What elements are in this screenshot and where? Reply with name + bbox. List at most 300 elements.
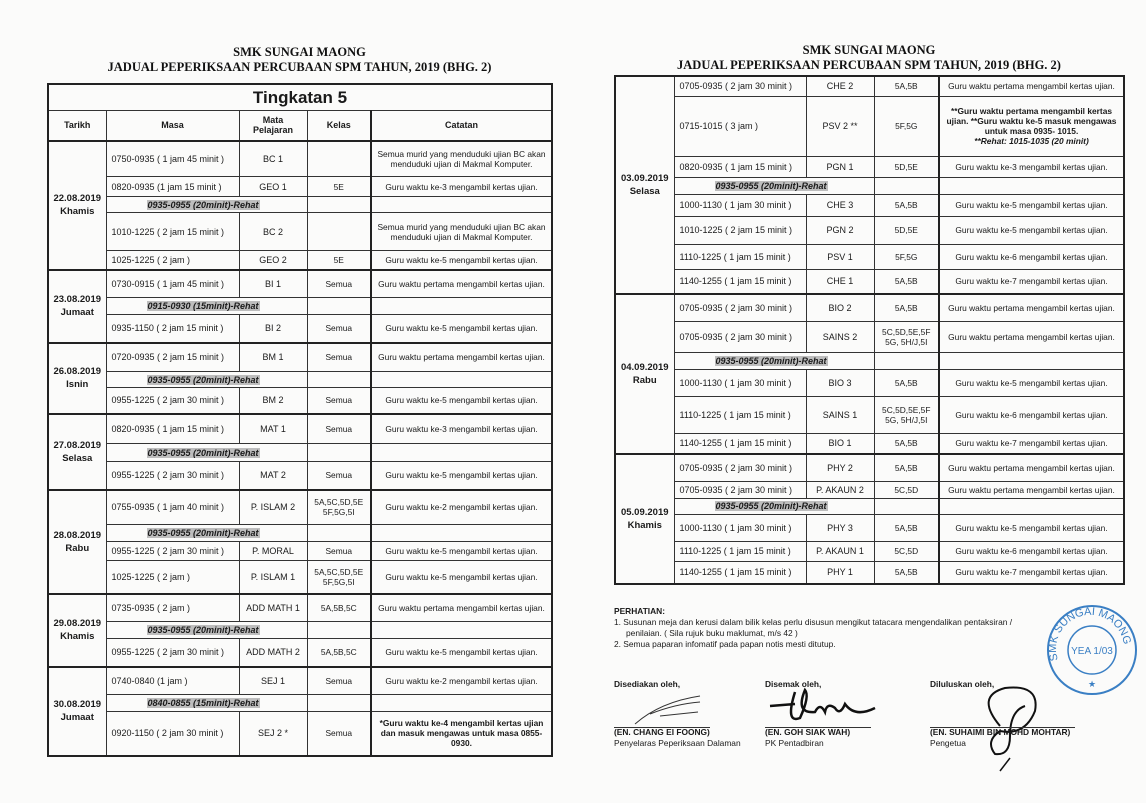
break-row — [48, 444, 552, 462]
stamp-code: YEA 1/03 — [1071, 646, 1113, 657]
class-cell: 5C,5D,5E,5F 5G, 5H/J,5I — [874, 321, 939, 352]
notes-text: Guru waktu ke-5 mengambil kertas ujian. — [385, 546, 538, 556]
exam-date: 28.08.2019 — [53, 529, 102, 541]
time-cell: 0705-0935 ( 2 jam 30 minit ) — [674, 454, 806, 481]
signatory-role: Pengetua — [930, 738, 966, 748]
notes-text: Guru waktu ke-5 mengambil kertas ujian. — [385, 254, 538, 265]
exam-date: 26.08.2019 — [53, 366, 102, 377]
subject-cell: P. ISLAM 2 — [239, 490, 307, 525]
notes-cell — [939, 194, 1124, 216]
notes-cell — [939, 156, 1124, 177]
class-cell: 5A,5B,5C — [307, 639, 371, 667]
class-cell: 5C,5D — [874, 541, 939, 561]
class-cell: 5A,5C,5D,5E 5F,5G,5I — [307, 561, 371, 594]
notes-text: Guru waktu ke-5 mengambil kertas ujian. — [955, 200, 1108, 210]
subject-cell: SEJ 1 — [239, 667, 307, 695]
left-page-header — [47, 45, 552, 75]
notes-cell — [939, 541, 1124, 561]
exam-row — [615, 156, 1124, 177]
time-cell: 1140-1255 ( 1 jam 15 minit ) — [674, 561, 806, 584]
class-cell: 5A,5B — [874, 454, 939, 481]
break-row — [48, 372, 552, 388]
notes-text: Guru waktu ke-5 mengambil kertas ujian. — [955, 377, 1108, 388]
empty-class-cell — [874, 352, 939, 369]
time-cell: 0935-1150 ( 2 jam 15 minit ) — [106, 315, 239, 343]
notes-cell — [939, 514, 1124, 541]
notes-text: Guru waktu pertama mengambil kertas ujian. — [378, 352, 545, 363]
exam-row — [48, 667, 552, 695]
class-cell: Semua — [307, 270, 371, 298]
notes-cell — [371, 177, 552, 197]
break-cell — [106, 695, 307, 712]
notes-text: Guru waktu pertama mengambil kertas ujian. — [948, 462, 1115, 473]
notes-cell — [371, 213, 552, 251]
subject-cell: CHE 3 — [806, 194, 874, 216]
empty-class-cell — [307, 298, 371, 315]
exam-row — [48, 561, 552, 594]
signatory-name: (EN. GOH SIAK WAH) — [765, 727, 851, 737]
break-cell — [106, 372, 307, 388]
subject-cell: BM 1 — [239, 343, 307, 372]
date-cell — [615, 454, 674, 584]
time-cell: 0955-1225 ( 2 jam 30 minit ) — [106, 639, 239, 667]
break-cell — [674, 498, 874, 514]
notes-cell — [371, 490, 552, 525]
date-cell — [48, 594, 106, 667]
col-header-class: Kelas — [307, 111, 371, 141]
time-cell: 1140-1255 ( 1 jam 15 minit ) — [674, 269, 806, 294]
exam-row — [615, 244, 1124, 269]
notes-text: Guru waktu ke-5 mengambil kertas ujian. — [385, 647, 538, 658]
exam-day: Jumaat — [60, 712, 94, 723]
notes-text: Guru waktu ke-5 mengambil kertas ujian. — [385, 395, 538, 406]
break-time: 0915-0930 (15minit)-Rehat — [147, 301, 259, 311]
time-cell: 0715-1015 ( 3 jam ) — [674, 96, 806, 156]
notes-text: Semua murid yang menduduki ujian BC akan menduduki ujian di Makmal Komputer. — [377, 148, 546, 169]
exam-row — [615, 294, 1124, 321]
schedule-title: JADUAL PEPERIKSAAN PERCUBAAN SPM TAHUN, 2019 (BHG. 2) — [677, 58, 1061, 72]
date-cell — [615, 294, 674, 454]
time-cell: 0705-0935 ( 2 jam 30 minit ) — [674, 294, 806, 321]
notes-cell — [939, 433, 1124, 454]
exam-row — [48, 213, 552, 251]
break-time: 0935-0955 (20minit)-Rehat — [147, 447, 259, 458]
notes-text: Guru waktu ke-2 mengambil kertas ujian. — [385, 675, 538, 686]
break-row — [615, 352, 1124, 369]
notes-cell — [939, 76, 1124, 96]
break-row — [615, 498, 1124, 514]
notes-cell — [939, 244, 1124, 269]
time-cell: 1110-1225 ( 1 jam 15 minit ) — [674, 396, 806, 433]
school-name: SMK SUNGAI MAONG — [802, 43, 936, 57]
empty-notes-cell — [939, 177, 1124, 194]
break-row — [615, 177, 1124, 194]
exam-schedule-table-right — [614, 75, 1125, 585]
class-cell: 5A,5B,5C — [307, 594, 371, 622]
class-cell: 5A,5B — [874, 194, 939, 216]
break-time: 0935-0955 (20minit)-Rehat — [715, 355, 827, 366]
exam-row — [48, 712, 552, 756]
class-cell — [307, 213, 371, 251]
time-cell: 1025-1225 ( 2 jam ) — [106, 251, 239, 270]
empty-notes-cell — [371, 197, 552, 213]
notes-cell — [939, 561, 1124, 584]
subject-cell: BC 1 — [239, 141, 307, 177]
notes-section — [614, 606, 1012, 650]
empty-notes-cell — [371, 622, 552, 639]
empty-notes-cell — [371, 298, 552, 315]
empty-class-cell — [874, 177, 939, 194]
subject-cell: PHY 3 — [806, 514, 874, 541]
class-cell: Semua — [307, 315, 371, 343]
subject-cell: CHE 2 — [806, 76, 874, 96]
class-cell: 5F,5G — [874, 96, 939, 156]
empty-class-cell — [874, 498, 939, 514]
notes-cell — [371, 251, 552, 270]
notes-text: Guru waktu ke-2 mengambil kertas ujian. — [385, 502, 538, 513]
exam-row — [48, 270, 552, 298]
notes-text: Guru waktu ke-5 mengambil kertas ujian. — [955, 225, 1108, 235]
exam-date: 05.09.2019 — [620, 507, 669, 518]
notes-text: Guru waktu ke-6 mengambil kertas ujian. — [955, 251, 1108, 262]
notes-cell — [939, 216, 1124, 244]
empty-notes-cell — [939, 352, 1124, 369]
notes-text: Guru waktu ke-3 mengambil kertas ujian. — [385, 423, 538, 434]
exam-day: Selasa — [62, 452, 93, 464]
break-row — [48, 197, 552, 213]
notes-text-extra: **Rehat: 1015-1035 (20 minit) — [974, 136, 1089, 146]
exam-date: 23.08.2019 — [53, 294, 102, 305]
notes-cell — [371, 667, 552, 695]
class-cell — [307, 141, 371, 177]
right-page-header — [614, 43, 1124, 73]
time-cell: 0705-0935 ( 2 jam 30 minit ) — [674, 481, 806, 498]
break-row — [48, 622, 552, 639]
date-cell — [48, 667, 106, 756]
notes-text: Guru waktu ke-7 mengambil kertas ujian. — [955, 438, 1108, 449]
notes-cell — [371, 542, 552, 561]
class-cell: Semua — [307, 712, 371, 756]
break-cell — [106, 444, 307, 462]
time-cell: 0720-0935 ( 2 jam 15 minit ) — [106, 343, 239, 372]
time-cell: 0955-1225 ( 2 jam 30 minit ) — [106, 388, 239, 414]
date-cell — [48, 343, 106, 414]
time-cell: 1010-1225 ( 2 jam 15 minit ) — [674, 216, 806, 244]
col-header-subject: Mata Pelajaran — [239, 111, 307, 141]
class-cell: 5A,5B — [874, 433, 939, 454]
exam-row — [615, 321, 1124, 352]
notes-cell — [371, 343, 552, 372]
exam-row — [615, 396, 1124, 433]
notes-text: Guru waktu pertama mengambil kertas ujian. — [948, 331, 1115, 342]
notes-text: Guru waktu ke-3 mengambil kertas ujian. — [955, 161, 1108, 172]
time-cell: 1000-1130 ( 1 jam 30 minit ) — [674, 194, 806, 216]
time-cell: 1000-1130 ( 1 jam 30 minit ) — [674, 369, 806, 396]
class-cell: Semua — [307, 414, 371, 444]
empty-class-cell — [307, 695, 371, 712]
signature-label-approved: Diluluskan oleh, — [930, 679, 995, 689]
signatory-role: Penyelaras Peperiksaan Dalaman — [614, 738, 741, 748]
notes-cell — [371, 315, 552, 343]
exam-row — [615, 96, 1124, 156]
empty-class-cell — [307, 197, 371, 213]
time-cell: 0820-0935 ( 1 jam 15 minit ) — [674, 156, 806, 177]
exam-day: Jumaat — [60, 307, 94, 318]
notes-text: Guru waktu pertama mengambil kertas ujian. — [378, 602, 545, 613]
subject-cell: PHY 1 — [806, 561, 874, 584]
signatory-approved — [930, 727, 1070, 749]
break-time: 0935-0955 (20minit)-Rehat — [147, 528, 259, 538]
exam-row — [615, 269, 1124, 294]
exam-day: Rabu — [65, 542, 90, 554]
break-row — [48, 525, 552, 542]
subject-cell: GEO 1 — [239, 177, 307, 197]
subject-cell: BIO 2 — [806, 294, 874, 321]
exam-row — [48, 542, 552, 561]
empty-notes-cell — [371, 372, 552, 388]
empty-notes-cell — [939, 498, 1124, 514]
subject-cell: PGN 2 — [806, 216, 874, 244]
notes-cell — [939, 396, 1124, 433]
notes-text: Guru waktu ke-5 mengambil kertas ujian. — [955, 522, 1108, 533]
time-cell: 1110-1225 ( 1 jam 15 minit ) — [674, 244, 806, 269]
exam-row — [615, 481, 1124, 498]
exam-row — [48, 141, 552, 177]
col-header-date: Tarikh — [48, 111, 106, 141]
notes-cell — [371, 388, 552, 414]
notes-text: Guru waktu ke-5 mengambil kertas ujian. — [385, 323, 538, 334]
notes-cell — [939, 294, 1124, 321]
table-heading: Tingkatan 5 — [48, 84, 552, 111]
date-cell — [48, 270, 106, 343]
time-cell: 0820-0935 (1 jam 15 minit ) — [106, 177, 239, 197]
class-cell: 5C,5D — [874, 481, 939, 498]
break-row — [48, 298, 552, 315]
signature-label-checked: Disemak oleh, — [765, 679, 822, 689]
exam-row — [48, 251, 552, 270]
break-time: 0935-0955 (20minit)-Rehat — [715, 501, 827, 511]
notes-text: Guru waktu ke-3 mengambil kertas ujian. — [385, 181, 538, 192]
exam-row — [48, 388, 552, 414]
exam-date: 27.08.2019 — [53, 439, 102, 451]
schedule-title: JADUAL PEPERIKSAAN PERCUBAAN SPM TAHUN, 2019 (BHG. 2) — [107, 60, 492, 74]
subject-cell: ADD MATH 1 — [239, 594, 307, 622]
notes-text: Guru waktu ke-6 mengambil kertas ujian. — [955, 409, 1108, 420]
time-cell: 0740-0840 (1 jam ) — [106, 667, 239, 695]
empty-notes-cell — [371, 695, 552, 712]
col-header-time: Masa — [106, 111, 239, 141]
exam-row — [48, 594, 552, 622]
exam-row — [615, 369, 1124, 396]
exam-row — [615, 216, 1124, 244]
subject-cell: PGN 1 — [806, 156, 874, 177]
exam-row — [615, 454, 1124, 481]
notes-text: Guru waktu ke-6 mengambil kertas ujian. — [955, 546, 1108, 556]
exam-day: Khamis — [60, 631, 95, 642]
class-cell: 5F,5G — [874, 244, 939, 269]
notes-cell — [939, 481, 1124, 498]
time-cell: 0820-0935 ( 1 jam 15 minit ) — [106, 414, 239, 444]
notes-text: *Guru waktu ke-4 mengambil kertas ujian dan masuk mengawas untuk masa 0855-0930. — [379, 718, 544, 749]
break-time: 0935-0955 (20minit)-Rehat — [715, 180, 827, 191]
notes-text: **Guru waktu pertama mengambil kertas ujian. **Guru waktu ke-5 masuk mengawas untuk masa 0935- 1015. — [946, 106, 1117, 136]
exam-row — [615, 433, 1124, 454]
class-cell: 5D,5E — [874, 156, 939, 177]
notes-text: Semua murid yang menduduki ujian BC akan menduduki ujian di Makmal Komputer. — [377, 221, 546, 242]
time-cell: 1000-1130 ( 1 jam 30 minit ) — [674, 514, 806, 541]
subject-cell: BI 2 — [239, 315, 307, 343]
notes-text: Guru waktu ke-5 mengambil kertas ujian. — [385, 571, 538, 582]
break-time: 0935-0955 (20minit)-Rehat — [147, 625, 259, 635]
exam-day: Rabu — [632, 375, 657, 386]
col-header-notes: Catatan — [371, 111, 552, 141]
subject-cell: MAT 1 — [239, 414, 307, 444]
class-cell: 5A,5B — [874, 369, 939, 396]
subject-cell: PSV 2 ** — [806, 96, 874, 156]
subject-cell: BI 1 — [239, 270, 307, 298]
subject-cell: CHE 1 — [806, 269, 874, 294]
exam-row — [615, 561, 1124, 584]
date-cell — [48, 414, 106, 490]
exam-date: 22.08.2019 — [53, 193, 102, 204]
exam-date: 03.09.2019 — [620, 173, 669, 184]
subject-cell: SAINS 2 — [806, 321, 874, 352]
subject-cell: SEJ 2 * — [239, 712, 307, 756]
notes-text: Guru waktu pertama mengambil kertas ujian. — [948, 302, 1115, 313]
date-cell — [48, 490, 106, 594]
exam-row — [48, 462, 552, 490]
exam-row — [48, 343, 552, 372]
break-cell — [674, 352, 874, 369]
empty-notes-cell — [371, 525, 552, 542]
subject-cell: BIO 3 — [806, 369, 874, 396]
notes-cell — [939, 321, 1124, 352]
notes-text: Guru waktu ke-7 mengambil kertas ujian. — [955, 567, 1108, 578]
exam-schedule-table-left — [47, 83, 553, 757]
class-cell: Semua — [307, 388, 371, 414]
exam-row — [615, 194, 1124, 216]
notes-cell — [371, 414, 552, 444]
time-cell: 0705-0935 ( 2 jam 30 minit ) — [674, 321, 806, 352]
notes-cell — [371, 639, 552, 667]
notes-cell — [939, 369, 1124, 396]
break-cell — [674, 177, 874, 194]
exam-row — [615, 76, 1124, 96]
class-cell: 5A,5B — [874, 514, 939, 541]
break-time: 0935-0955 (20minit)-Rehat — [147, 199, 259, 210]
empty-class-cell — [307, 622, 371, 639]
class-cell: 5E — [307, 177, 371, 197]
subject-cell: PHY 2 — [806, 454, 874, 481]
exam-day: Isnin — [66, 379, 89, 390]
time-cell: 1010-1225 ( 2 jam 15 minit ) — [106, 213, 239, 251]
time-cell: 0750-0935 ( 1 jam 45 minit ) — [106, 141, 239, 177]
notes-text: Guru waktu pertama mengambil kertas ujian. — [948, 81, 1115, 92]
exam-day: Khamis — [627, 520, 662, 531]
signatory-name: (EN. SUHAIMI BIN MOHD MOHTAR) — [930, 727, 1071, 737]
signatory-name: (EN. CHANG EI FOONG) — [614, 727, 710, 737]
class-cell: 5A,5B — [874, 561, 939, 584]
school-stamp — [1040, 602, 1140, 698]
subject-cell: BM 2 — [239, 388, 307, 414]
class-cell: 5D,5E — [874, 216, 939, 244]
class-cell: Semua — [307, 542, 371, 561]
break-time: 0840-0855 (15minit)-Rehat — [147, 698, 259, 708]
exam-date: 29.08.2019 — [53, 618, 102, 629]
notes-cell — [939, 454, 1124, 481]
subject-cell: SAINS 1 — [806, 396, 874, 433]
time-cell: 1140-1255 ( 1 jam 15 minit ) — [674, 433, 806, 454]
break-cell — [106, 525, 307, 542]
notes-cell — [939, 96, 1124, 156]
subject-cell: BIO 1 — [806, 433, 874, 454]
notes-cell — [371, 141, 552, 177]
signatory-role: PK Pentadbiran — [765, 738, 824, 748]
empty-class-cell — [307, 444, 371, 462]
notes-text: Guru waktu pertama mengambil kertas ujian. — [378, 278, 545, 289]
signature-label-prepared: Disediakan oleh, — [614, 679, 681, 689]
notes-heading: PERHATIAN: — [614, 606, 666, 616]
class-cell: 5C,5D,5E,5F 5G, 5H/J,5I — [874, 396, 939, 433]
subject-cell: P. ISLAM 1 — [239, 561, 307, 594]
star-icon: ★ — [1087, 679, 1097, 689]
subject-cell: PSV 1 — [806, 244, 874, 269]
notes-cell — [939, 269, 1124, 294]
break-cell — [106, 622, 307, 639]
date-cell — [48, 141, 106, 270]
empty-class-cell — [307, 525, 371, 542]
time-cell: 0920-1150 ( 2 jam 30 minit ) — [106, 712, 239, 756]
signatory-checked — [765, 727, 850, 749]
subject-cell: P. AKAUN 1 — [806, 541, 874, 561]
break-cell — [106, 298, 307, 315]
class-cell: 5A,5B — [874, 76, 939, 96]
exam-row — [615, 541, 1124, 561]
break-time: 0935-0955 (20minit)-Rehat — [147, 374, 259, 385]
note-item: 1. Susunan meja dan kerusi dalam bilik kelas perlu disusun mengikut tatacara mengendalikan pentaksiran / — [614, 617, 1013, 627]
note-item: 2. Semua paparan infomatif pada papan notis mesti ditutup. — [614, 639, 836, 649]
exam-row — [48, 639, 552, 667]
exam-day: Khamis — [60, 206, 95, 217]
notes-text: Guru waktu ke-7 mengambil kertas ujian. — [955, 276, 1108, 287]
date-cell — [615, 76, 674, 294]
time-cell: 1110-1225 ( 1 jam 15 minit ) — [674, 541, 806, 561]
exam-row — [48, 315, 552, 343]
notes-cell — [371, 712, 552, 756]
exam-row — [615, 514, 1124, 541]
time-cell: 0705-0935 ( 2 jam 30 minit ) — [674, 76, 806, 96]
exam-day: Selasa — [629, 186, 660, 197]
subject-cell: P. AKAUN 2 — [806, 481, 874, 498]
class-cell: 5A,5C,5D,5E 5F,5G,5I — [307, 490, 371, 525]
time-cell: 1025-1225 ( 2 jam ) — [106, 561, 239, 594]
break-row — [48, 695, 552, 712]
school-name: SMK SUNGAI MAONG — [233, 45, 366, 59]
subject-cell: GEO 2 — [239, 251, 307, 270]
time-cell: 0955-1225 ( 2 jam 30 minit ) — [106, 542, 239, 561]
exam-row — [48, 490, 552, 525]
note-item-continued: penilaian. ( Sila rujuk buku maklumat, m/s 42 ) — [626, 628, 798, 638]
time-cell: 0955-1225 ( 2 jam 30 minit ) — [106, 462, 239, 490]
class-cell: Semua — [307, 462, 371, 490]
signature-image — [620, 688, 720, 728]
exam-row — [48, 414, 552, 444]
time-cell: 0730-0915 ( 1 jam 45 minit ) — [106, 270, 239, 298]
subject-cell: ADD MATH 2 — [239, 639, 307, 667]
notes-cell — [371, 594, 552, 622]
notes-cell — [371, 270, 552, 298]
time-cell: 0735-0935 ( 2 jam ) — [106, 594, 239, 622]
